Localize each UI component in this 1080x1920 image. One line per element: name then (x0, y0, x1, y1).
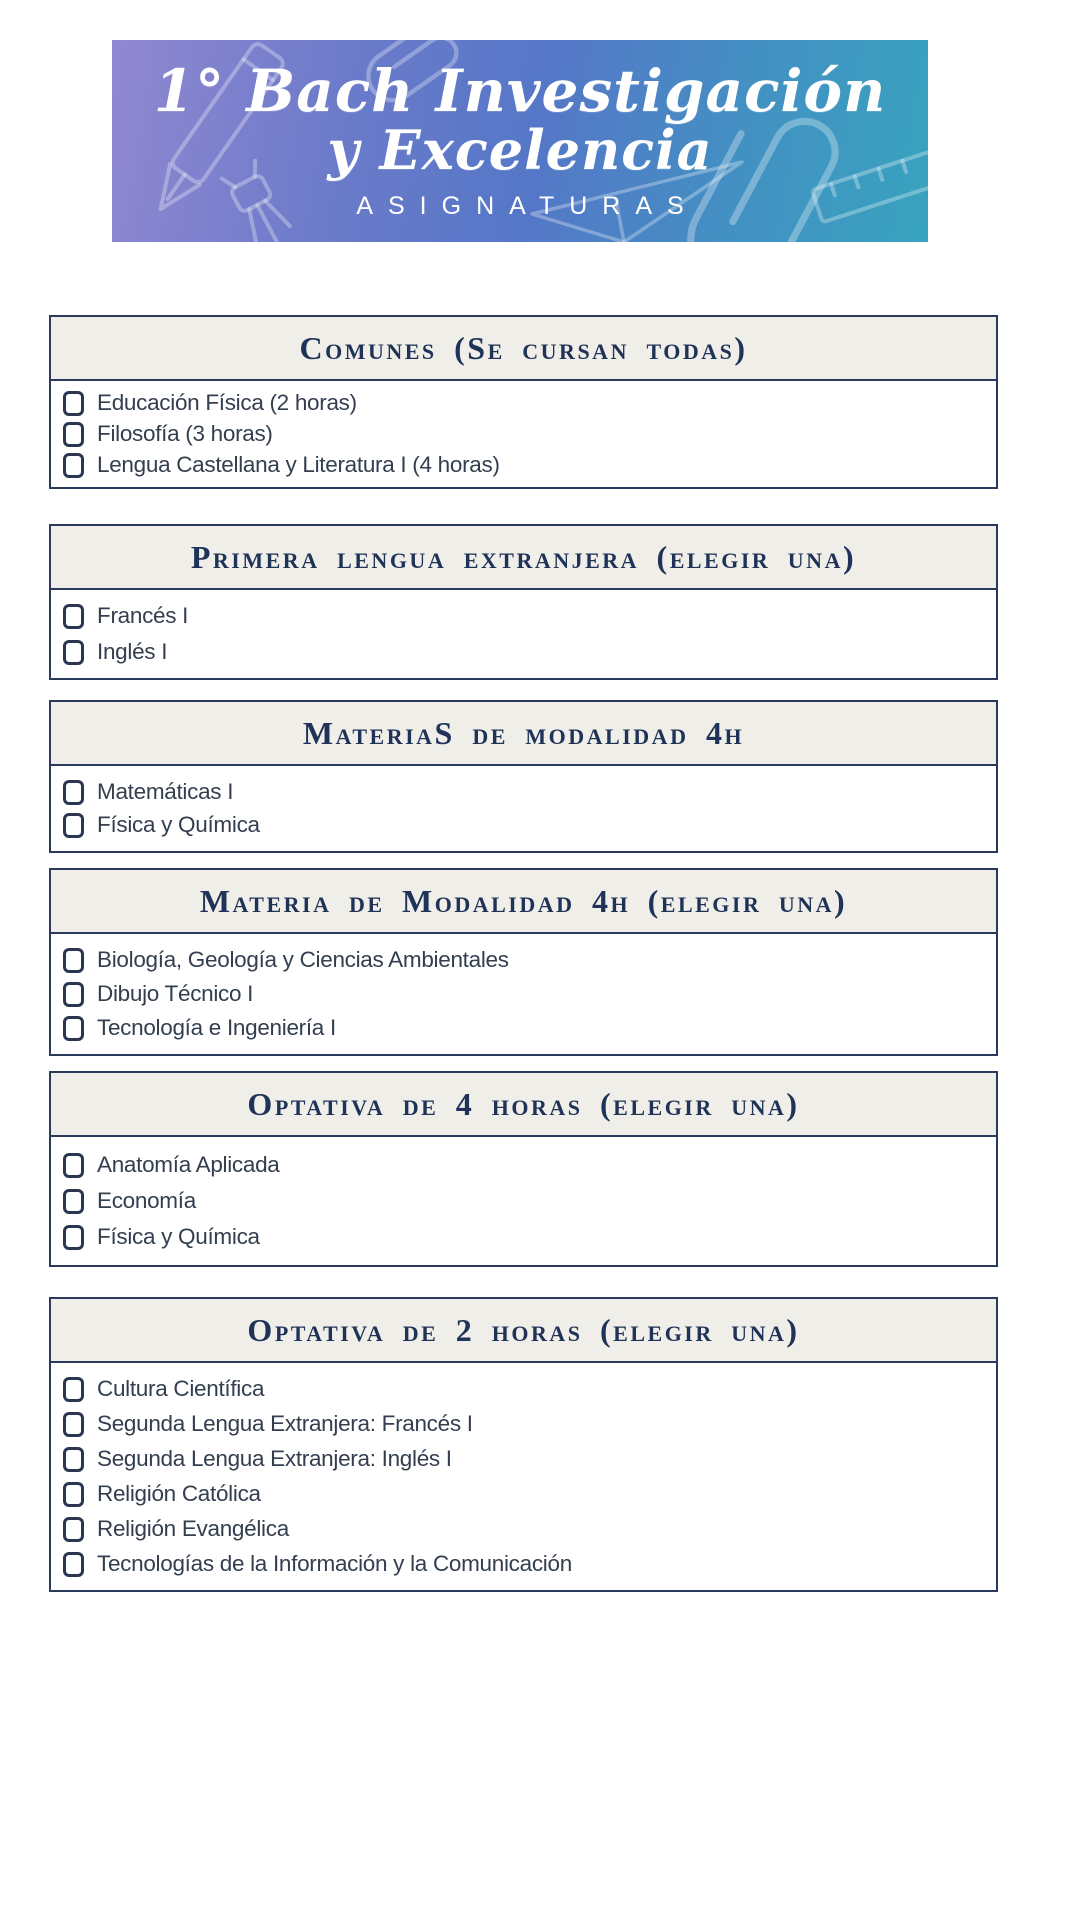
item-label: Matemáticas I (97, 778, 234, 804)
checkbox[interactable] (63, 1482, 84, 1507)
checklist-item (63, 389, 984, 417)
section-header (51, 526, 996, 590)
ruler-doodle-icon (812, 150, 928, 223)
checklist-item (63, 980, 984, 1008)
checklist (51, 381, 996, 487)
section-title: Optativa de 2 horas (elegir una) (247, 1312, 800, 1348)
item-label: Anatomía Aplicada (97, 1151, 280, 1177)
item-label: Cultura Científica (97, 1375, 265, 1401)
banner-title-line1: 1° Bach Investigación (153, 56, 887, 125)
item-label: Francés I (97, 602, 189, 628)
section-header (51, 1299, 996, 1363)
checklist-item (63, 420, 984, 448)
checklist-item (63, 451, 984, 479)
section-primera-lengua-extranjera (49, 524, 998, 680)
item-label: Tecnologías de la Información y la Comunicación (97, 1550, 572, 1576)
item-label: Religión Evangélica (97, 1515, 289, 1541)
checkbox[interactable] (63, 780, 84, 805)
checklist-item (63, 638, 984, 666)
item-label: Segunda Lengua Extranjera: Francés I (97, 1410, 473, 1436)
checkbox[interactable] (63, 1225, 84, 1250)
section-header (51, 317, 996, 381)
section-title: Optativa de 4 horas (elegir una) (247, 1086, 800, 1122)
item-label: Inglés I (97, 638, 168, 664)
item-label: Física y Química (97, 811, 260, 837)
checklist-item (63, 811, 984, 839)
checklist-item (63, 946, 984, 974)
checkbox[interactable] (63, 1552, 84, 1577)
section-title: Primera lengua extranjera (elegir una) (190, 539, 857, 575)
item-label: Filosofía (3 horas) (97, 420, 273, 446)
checkbox[interactable] (63, 1016, 84, 1041)
checklist-item (63, 1014, 984, 1042)
checkbox[interactable] (63, 422, 84, 447)
checkbox[interactable] (63, 1412, 84, 1437)
checkbox[interactable] (63, 948, 84, 973)
checklist (51, 934, 996, 1054)
item-label: Religión Católica (97, 1480, 261, 1506)
item-label: Tecnología e Ingeniería I (97, 1014, 336, 1040)
section-header (51, 702, 996, 766)
checklist-item (63, 1445, 984, 1473)
checklist-item (63, 1187, 984, 1215)
item-label: Economía (97, 1187, 196, 1213)
checklist-item (63, 1550, 984, 1578)
header-banner (112, 40, 928, 242)
section-title: MateriaS de modalidad 4h (302, 715, 745, 751)
item-label: Segunda Lengua Extranjera: Inglés I (97, 1445, 452, 1471)
checklist (51, 1137, 996, 1265)
item-label: Física y Química (97, 1223, 260, 1249)
checkbox[interactable] (63, 982, 84, 1007)
section-comunes (49, 315, 998, 489)
checklist-item (63, 1151, 984, 1179)
checkbox[interactable] (63, 813, 84, 838)
checkbox[interactable] (63, 1377, 84, 1402)
item-label: Educación Física (2 horas) (97, 389, 357, 415)
item-label: Biología, Geología y Ciencias Ambientales (97, 946, 509, 972)
item-label: Lengua Castellana y Literatura I (4 horas) (97, 451, 500, 477)
item-label: Dibujo Técnico I (97, 980, 254, 1006)
section-materias-modalidad-4h (49, 700, 998, 853)
checklist-item (63, 602, 984, 630)
checkbox[interactable] (63, 391, 84, 416)
banner-title-line2: y Excelencia (327, 117, 713, 182)
checklist (51, 766, 996, 851)
section-header (51, 870, 996, 934)
pushpin-doodle-icon (222, 161, 295, 242)
section-optativa-4-horas (49, 1071, 998, 1267)
checkbox[interactable] (63, 453, 84, 478)
checkbox[interactable] (63, 604, 84, 629)
checklist-item (63, 778, 984, 806)
section-title: Materia de Modalidad 4h (elegir una) (199, 883, 848, 919)
sections-container (49, 315, 998, 1592)
checkbox[interactable] (63, 1517, 84, 1542)
section-materia-modalidad-4h-elegir (49, 868, 998, 1056)
checkbox[interactable] (63, 1189, 84, 1214)
checkbox[interactable] (63, 1447, 84, 1472)
section-title: Comunes (Se cursan todas) (299, 330, 748, 366)
checklist-item (63, 1515, 984, 1543)
checklist-item (63, 1480, 984, 1508)
checklist-item (63, 1410, 984, 1438)
section-header (51, 1073, 996, 1137)
checklist-item (63, 1375, 984, 1403)
checkbox[interactable] (63, 1153, 84, 1178)
section-optativa-2-horas (49, 1297, 998, 1592)
checkbox[interactable] (63, 640, 84, 665)
checklist (51, 590, 996, 678)
checklist (51, 1363, 996, 1590)
banner-subtitle: ASIGNATURAS (356, 192, 699, 221)
checklist-item (63, 1223, 984, 1251)
